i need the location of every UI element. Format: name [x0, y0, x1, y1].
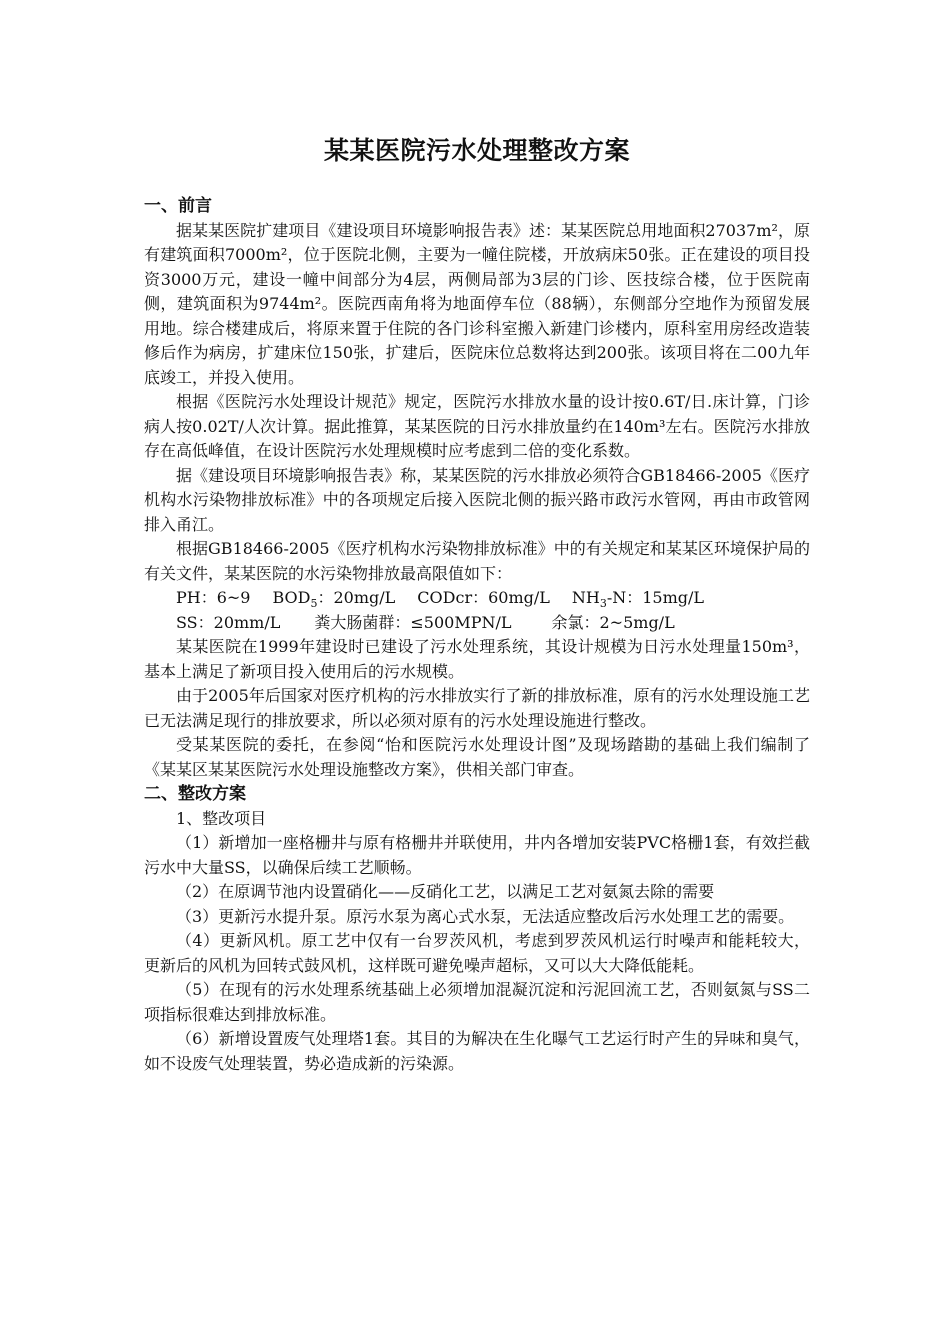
limits-line-2 [144, 611, 810, 636]
limits-line-1 [144, 586, 810, 611]
paragraph-discharge-standard: 据《建设项目环境影响报告表》称，某某医院的污水排放必须符合GB18466-2005《医疗机构水污染物排放标准》中的各项规定后接入医院北侧的振兴路市政污水管网，再由市政管网排入甬江。 [144, 465, 810, 534]
limit-chlorine: 余氯：2~5mg/L [551, 612, 675, 632]
plan-item: （1）新增加一座格栅井与原有格栅井并联使用，井内各增加安装PVC格栅1套，有效拦截污水中大量SS，以确保后续工艺顺畅。 [144, 833, 810, 877]
section-heading-preface: 一、前言 [144, 196, 212, 216]
plan-item: （4）更新风机。原工艺中仅有一台罗茨风机，考虑到罗茨风机运行时噪声和能耗较大，更新后的风机为回转式鼓风机，这样既可避免噪声超标，又可以大大降低能耗。 [144, 931, 810, 975]
limit-bod: $BOD_5$：20mg/L [272, 588, 396, 611]
plan-item: （5）在现有的污水处理系统基础上必须增加混凝沉淀和污泥回流工艺，否则氨氮与SS二项指标很难达到排放标准。 [144, 980, 810, 1024]
limit-coliform: 粪大肠菌群：≤500MPN/L [314, 612, 512, 632]
plan-item: （3）更新污水提升泵。原污水泵为离心式水泵，无法适应整改后污水处理工艺的需要。 [176, 906, 795, 926]
paragraph-commission: 受某某医院的委托，在参阅“怡和医院污水处理设计图”及现场踏勘的基础上我们编制了《某某区某某医院污水处理设施整改方案》，供相关部门审查。 [144, 735, 810, 779]
paragraph-discharge-volume: 根据《医院污水处理设计规范》规定，医院污水排放水量的设计按0.6T/日.床计算，门诊病人按0.02T/人次计算。据此推算，某某医院的日污水排放量约在140m³左右。医院污水排放存在高低峰值，在设计医院污水处理规模时应考虑到二倍的变化系数。 [144, 392, 810, 460]
limit-nh3n: $NH_3-N$：15mg/L [571, 588, 705, 611]
paragraph-project-overview: 据某某医院扩建项目《建设项目环境影响报告表》述：某某医院总用地面积27037m²，原有建筑面积7000m²，位于医院北侧，主要为一幢住院楼，开放病床50张。正在建设的项目投资3000万元，建设一幢中间部分为4层，两侧局部为3层的门诊、医技综合楼，位于医院南侧，建筑面积为9744m²。医院西南角将为地面停车位（88辆），东侧部分空地作为预留发展用地。综合楼建成后，将原来置于住院的各门诊科室搬入新建门诊楼内，原科室用房经改造装修后作为病房，扩建床位150张，扩建后，医院床位总数将达到200张。该项目将在二00九年底竣工，并投入使用。 [144, 220, 810, 387]
limit-ph: PH：6~9 [176, 588, 251, 607]
limit-cod: CODcr：60mg/L [417, 588, 550, 607]
paragraph-new-standard: 由于2005年后国家对医疗机构的污水排放实行了新的排放标准，原有的污水处理设施工艺已无法满足现行的排放要求，所以必须对原有的污水处理设施进行整改。 [144, 686, 810, 730]
paragraph-existing-system: 某某医院在1999年建设时已建设了污水处理系统，其设计规模为日污水处理量150m³，基本上满足了新项目投入使用后的污水规模。 [144, 637, 810, 681]
plan-item: （6）新增设置废气处理塔1套。其目的为解决在生化曝气工艺运行时产生的异味和臭气，如不设废气处理装置，势必造成新的污染源。 [144, 1029, 810, 1073]
section-heading-plan: 二、整改方案 [144, 784, 246, 804]
document-title: 某某医院污水处理整改方案 [323, 136, 630, 165]
subheading-items: 1、整改项目 [176, 808, 267, 828]
limit-ss: SS：20mm/L [176, 612, 281, 632]
plan-item: （2）在原调节池内设置硝化——反硝化工艺，以满足工艺对氨氮去除的需要 [176, 882, 715, 901]
paragraph-limit-intro: 根据GB18466-2005《医疗机构水污染物排放标准》中的有关规定和某某区环境保护局的有关文件，某某医院的水污染物排放最高限值如下： [144, 539, 810, 583]
